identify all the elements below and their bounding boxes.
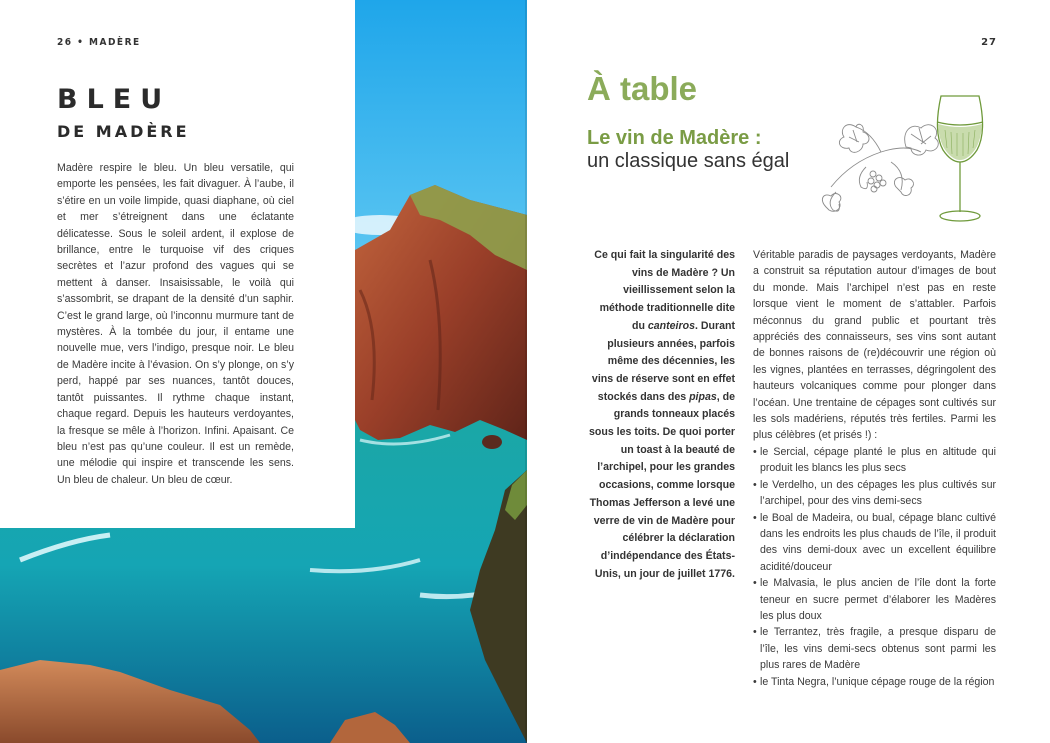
article-subheading: un classique sans égal: [587, 150, 790, 172]
text-panel: [0, 0, 355, 528]
section-title: À table: [587, 70, 698, 107]
running-head: 26 • MADÈRE: [57, 37, 141, 48]
grape-variety-list: [753, 444, 996, 690]
page-title: BLEU: [57, 84, 172, 115]
list-item: • le Sercial, cépage planté le plus en altitude qui produit les blancs les plus secs: [753, 444, 996, 477]
page-subtitle: DE MADÈRE: [57, 122, 190, 141]
body-paragraph: Véritable paradis de paysages verdoyants, Madère a construit sa réputation autour d’images de bout du monde. Mais l’archipel n’est pas en reste lorsque vient le moment de s’attabler. Parfois méconnus du grand public et pourtant très appréciés des connaisseurs, ses vins sont autant de bonnes raisons de (re)découvrir une région où les vignes, plantées en terrasses, dégringolent des hauteurs volcaniques comme pour plonger dans l’océan. Une trentaine de cépages sont cultivés sur les sols madériens, réputés très fertiles. Parmi les plus célèbres (et prisés !) :: [753, 249, 996, 442]
list-item: • le Verdelho, un des cépages les plus cultivés sur l’archipel, pour des vins demi-secs: [753, 477, 996, 510]
sidebar-italic-canteiros: canteiros: [647, 319, 695, 332]
intro-paragraph: Madère respire le bleu. Un bleu versatile, qui emporte les pensées, les fait divaguer. À l’aube, il s’étire en un voile limpide, quasi diaphane, où ciel et mer s’étreignent dans une éclatante délicatesse. Sous le soleil ardent, il explose de brillance, entre le turquoise vif des criques secrètes et l’azur profond des vagues qui se mettent à danser. Insaisissable, le voilà qui s’assombrit, se drapant de la densité d’un saphir. C’est le grand large, où l’inconnu murmure tant de mystères. À la tombée du jour, il entame une nouvelle mue, vers l’indigo, presque noir. Le bleu de Madère incite à l’évasion. On s’y plonge, on s’y perd, happé par ses nuances, tantôt douces, tantôt puissantes. Il rythme chaque instant, chaque regard. Depuis les hauteurs verdoyantes, la fresque se mêle à l’horizon. Infini. Apaisant. Ce bleu n’est pas qu’une couleur. Il est un remède, une mélodie qui inspire et transcende les sens. Un bleu de chaleur. Un bleu de cœur.: [57, 162, 294, 486]
sidebar-pull-text: [587, 247, 735, 583]
article-heading: Le vin de Madère :: [587, 127, 762, 149]
body-column: [753, 247, 996, 690]
right-page: [527, 0, 1050, 743]
sidebar-text-3: , de grands tonneaux placés sous les toits. De quoi porter un toast à la beauté de l’archipel, pour les grandes occasions, comme lorsque Thomas Jefferson a levé une verre de vin de Madère pour célébrer la déclaration d’indépendance des États-Unis, un jour de juillet 1776.: [589, 390, 735, 580]
list-item: • le Malvasia, le plus ancien de l’île dont la forte teneur en sucre permet d’élaborer les Madères les plus doux: [753, 575, 996, 624]
list-item: • le Terrantez, très fragile, a presque disparu de l’île, les vins demi-secs obtenus sont parmi les plus rares de Madère: [753, 624, 996, 673]
wine-glass-grapevine-illustration: [811, 92, 1001, 228]
page-number: 27: [981, 37, 997, 48]
sidebar-text-2: . Durant plusieurs années, parfois même des décennies, les vins de réserve sont en effet stockés dans des: [591, 319, 735, 403]
sidebar-italic-pipas: pipas: [689, 390, 717, 403]
list-item: • le Tinta Negra, l’unique cépage rouge de la région: [753, 674, 996, 690]
sidebar-text-1: Ce qui fait la singularité des vins de Madère ? Un vieillissement selon la méthode traditionnelle dite du: [594, 249, 735, 332]
list-item: • le Boal de Madeira, ou bual, cépage blanc cultivé dans les endroits les plus chauds de l’île, il produit des vins demi-doux avec un excellent équilibre acidité/douceur: [753, 510, 996, 576]
